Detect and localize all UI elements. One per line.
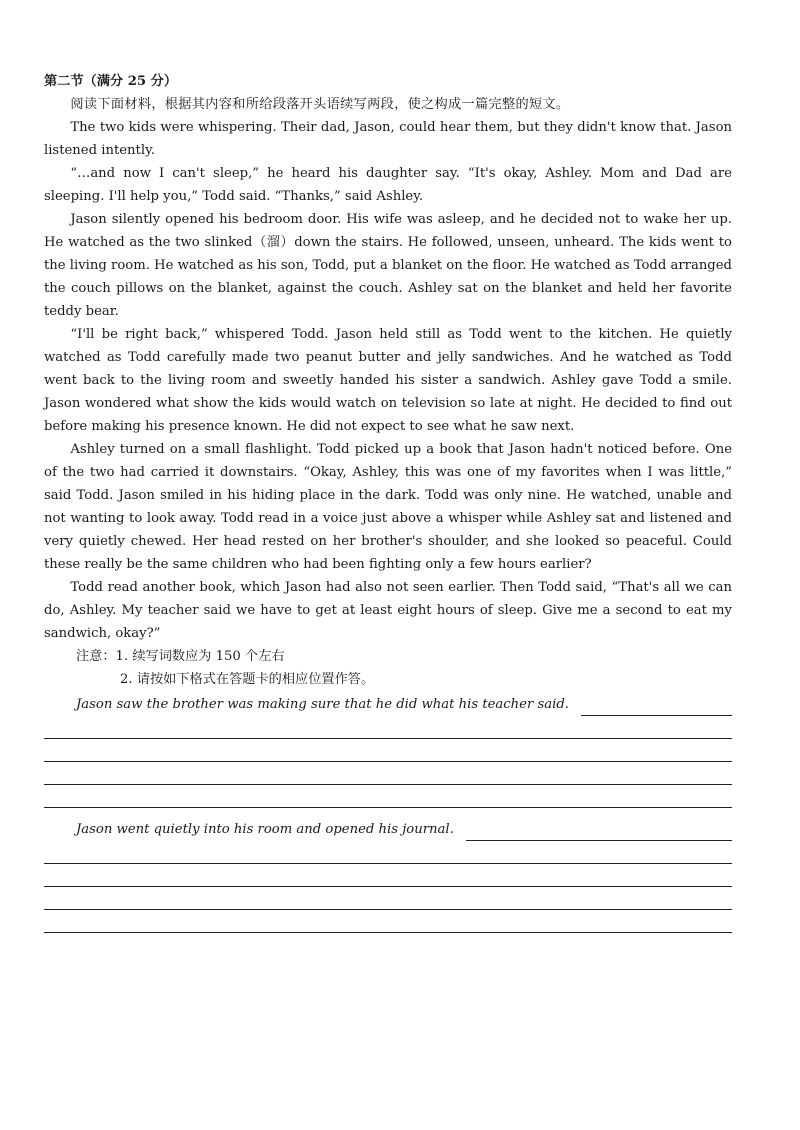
answer-line[interactable] — [44, 785, 732, 808]
answer-line[interactable] — [44, 762, 732, 785]
passage-paragraph-2: “…and now I can't sleep,” he heard his daughter say. “It's okay, Ashley. Mom and Dad are sleeping. I'll help you,” Todd said. “Thanks,” said Ashley. — [44, 166, 732, 204]
passage-paragraph-5: Ashley turned on a small flashlight. Todd picked up a book that Jason hadn't noticed before. One of the two had carried it downstairs. “Okay, Ashley, this was one of my favorites when I was little,” said Todd. Jason smiled in his hiding place in the dark. Todd was only nine. He watched, unable and not wanting to look away. Todd read in a voice just above a whisper while Ashley sat and listened and very quietly chewed. Her head rested on her brother's shoulder, and she looked so peaceful. Could these really be the same children who had been fighting only a few hours earlier? — [44, 442, 732, 572]
prompt-1-text: Jason saw the brother was making sure that he did what his teacher said. — [76, 697, 569, 712]
prompt-1-blank[interactable] — [581, 701, 732, 716]
passage-paragraph-1: The two kids were whispering. Their dad, Jason, could hear them, but they didn't know that. Jason listened intently. — [44, 120, 732, 158]
prompt-2-text: Jason went quietly into his room and opened his journal. — [76, 822, 454, 837]
answer-line[interactable] — [44, 716, 732, 739]
continuation-prompt-2 — [44, 818, 732, 841]
note-word-count: 注意：1. 续写词数应为 150 个左右 — [76, 649, 285, 664]
answer-line[interactable] — [44, 887, 732, 910]
answer-line[interactable] — [44, 864, 732, 887]
note-answer-format: 2. 请按如下格式在答题卡的相应位置作答。 — [120, 672, 375, 687]
answer-line[interactable] — [44, 841, 732, 864]
passage-paragraph-6: Todd read another book, which Jason had also not seen earlier. Then Todd said, “That's all we can do, Ashley. My teacher said we have to get at least eight hours of sleep. Give me a second to eat my sandwich, okay?” — [44, 580, 732, 641]
answer-line[interactable] — [44, 910, 732, 933]
passage-paragraph-3: Jason silently opened his bedroom door. His wife was asleep, and he decided not to wake her up. He watched as the two slinked（溜）down the stairs. He followed, unseen, unheard. The kids went to the living room. He watched as his son, Todd, put a blanket on the floor. He watched as Todd arranged the couch pillows on the blanket, against the couch. Ashley sat on the blanket and held her favorite teddy bear. — [44, 212, 732, 319]
section-heading: 第二节（满分 25 分） — [44, 74, 178, 89]
answer-line[interactable] — [44, 739, 732, 762]
passage-paragraph-4: “I'll be right back,” whispered Todd. Jason held still as Todd went to the kitchen. He quietly watched as Todd carefully made two peanut butter and jelly sandwiches. And he watched as Todd went back to the living room and sweetly handed his sister a sandwich. Ashley gave Todd a smile. Jason wondered what show the kids would watch on television so late at night. He decided to find out before making his presence known. He did not expect to see what he saw next. — [44, 327, 732, 434]
continuation-prompt-1 — [44, 693, 732, 716]
section-instruction: 阅读下面材料，根据其内容和所给段落开头语续写两段，使之构成一篇完整的短文。 — [70, 97, 570, 112]
prompt-2-blank[interactable] — [466, 826, 732, 841]
writing-section — [44, 70, 732, 933]
